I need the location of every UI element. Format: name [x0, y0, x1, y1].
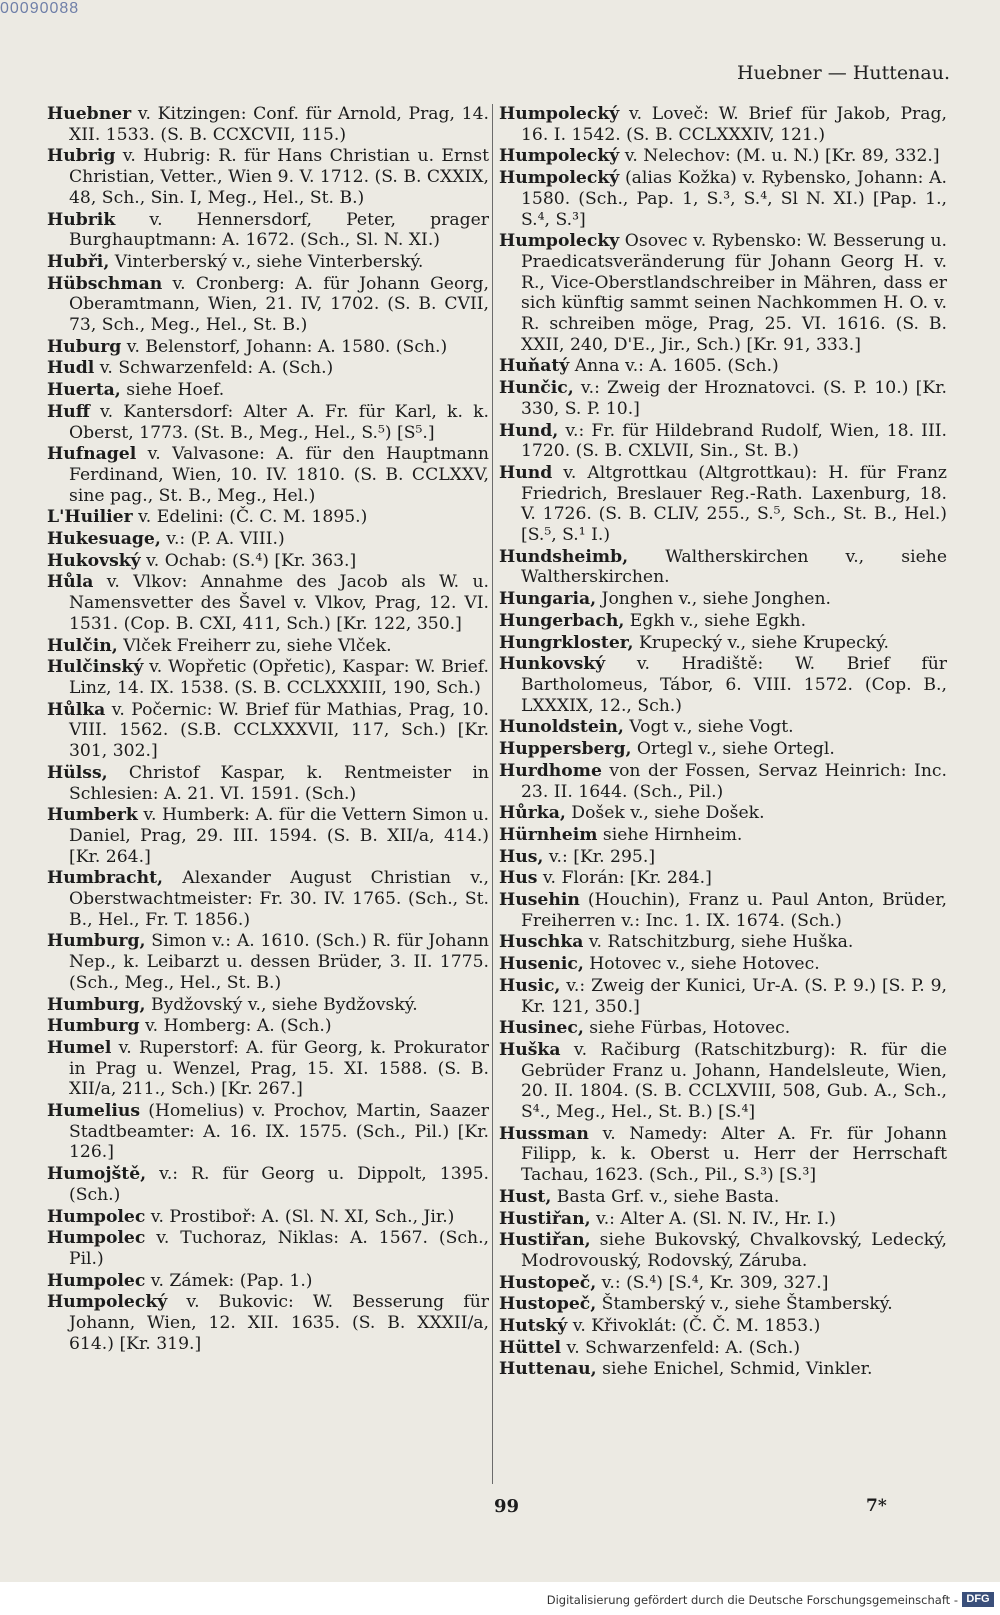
entry-text: Osovec v. Rybensko: W. Besserung u. Praedicatsveränderung für Johann Georg H. v. R., Vice-Oberstlandschreiber in Mähren, dass er sich künftig sammt seinen Nachkommen H. O. v. R. schreiben möge, Prag, 25. VI. 1616. (S. B. XXII, 240, D'E., Jir., Sch.) [Kr. 91, 333.]	[521, 231, 947, 355]
dictionary-entry	[499, 739, 947, 760]
dictionary-entry	[499, 654, 947, 716]
entry-text: Ortegl v., siehe Ortegl.	[631, 739, 835, 760]
dictionary-entry	[499, 932, 947, 953]
entry-headword: Hubři,	[47, 251, 110, 272]
dictionary-entry	[47, 700, 489, 762]
dictionary-entry	[499, 868, 947, 889]
entry-headword: Humpolecky	[499, 231, 620, 252]
entry-headword: Hüttel	[499, 1337, 562, 1358]
entry-headword: Humel	[47, 1037, 112, 1058]
entry-text: v. Belenstorf, Johann: A. 1580. (Sch.)	[121, 336, 448, 357]
entry-headword: Husic,	[499, 975, 561, 996]
entry-headword: Hunčic,	[499, 378, 574, 399]
entry-text: v. Ruperstorf: A. für Georg, k. Prokurator in Prag u. Wenzel, Prag, 15. XI. 1588. (S. B. XII/a, 211., Sch.) [Kr. 267.]	[69, 1037, 489, 1100]
dictionary-entry	[499, 717, 947, 738]
dictionary-entry	[499, 1359, 947, 1380]
entry-headword: Huňatý	[499, 356, 570, 377]
dictionary-entry	[499, 421, 947, 462]
entry-headword: Humburg,	[47, 994, 146, 1015]
scan-id-mark: 00090088	[0, 0, 80, 17]
entry-headword: Hůrka,	[499, 803, 566, 824]
entry-text: v. Loveč: W. Brief für Jakob, Prag, 16. I. 1542. (S. B. CCLXXXIV, 121.)	[521, 104, 947, 145]
entry-headword: Hustopeč,	[499, 1294, 597, 1315]
entry-headword: Hussman	[499, 1123, 589, 1144]
dictionary-entry	[47, 337, 489, 358]
entry-headword: Humpolecký	[499, 146, 620, 167]
entry-text: v. Křivoklát: (Č. Č. M. 1853.)	[567, 1316, 821, 1337]
dictionary-entry	[499, 1187, 947, 1208]
entry-text: (Homelius) v. Prochov, Martin, Saazer Stadtbeamter: A. 16. IX. 1575. (Sch., Pil.) [Kr. 126.]	[69, 1101, 489, 1163]
entry-text: v. Hradiště: W. Brief für Bartholomeus, Tábor, 6. VIII. 1572. (Cop. B., LXXXIX, 12., Sch.)	[521, 654, 947, 716]
dictionary-entry	[499, 1209, 947, 1230]
entry-headword: Huttenau,	[499, 1359, 597, 1380]
dictionary-entry	[499, 1124, 947, 1186]
entry-headword: Huff	[47, 401, 90, 422]
entry-headword: L'Huilier	[47, 507, 133, 528]
dictionary-entry	[47, 1271, 489, 1292]
entry-headword: Hungerbach,	[499, 610, 625, 631]
entry-text: Vlček Freiherr zu, siehe Vlček.	[117, 635, 392, 656]
entry-headword: Humburg,	[47, 931, 146, 952]
entry-text: Egkh v., siehe Egkh.	[624, 610, 807, 631]
dictionary-entry	[499, 825, 947, 846]
entry-text: Waltherskirchen v., siehe Waltherskirchen.	[521, 546, 947, 588]
dictionary-entry	[499, 589, 947, 610]
entry-headword: Humpolecký	[47, 1292, 168, 1313]
entry-text: v. Prostiboř: A. (Sl. N. XI, Sch., Jir.)	[145, 1206, 455, 1227]
entry-headword: Hustopeč,	[499, 1272, 597, 1293]
entry-text: v. Florán: [Kr. 284.]	[537, 868, 712, 889]
dictionary-entry	[47, 146, 489, 208]
entry-headword: Humpolec	[47, 1206, 146, 1227]
entry-headword: Humpolecký	[499, 104, 620, 124]
entry-headword: Hülss,	[47, 762, 108, 783]
dictionary-entry	[47, 380, 489, 401]
signature-mark: 7*	[866, 1496, 887, 1516]
dictionary-entry	[499, 633, 947, 654]
entry-headword: Humburg	[47, 1016, 140, 1037]
entry-text: Hotovec v., siehe Hotovec.	[583, 954, 820, 975]
entry-headword: Humpolec	[47, 1228, 146, 1249]
dictionary-entry	[47, 868, 489, 930]
dictionary-entry	[47, 572, 489, 634]
entry-headword: Hus,	[499, 846, 544, 867]
dictionary-entry	[47, 104, 489, 145]
entry-text: v. Cronberg: A. für Johann Georg, Oberamtmann, Wien, 21. IV, 1702. (S. B. CVII, 73, Sch., Meg., Hel., St. B.)	[69, 273, 489, 336]
dictionary-entry	[499, 378, 947, 419]
dictionary-entry	[47, 507, 489, 528]
dictionary-entry	[499, 104, 947, 145]
entry-headword: Humpolecký	[499, 168, 620, 189]
entry-text: v. Hennersdorf, Peter, prager Burghauptmann: A. 1672. (Sch., Sl. N. XI.)	[69, 209, 489, 251]
entry-headword: Husenic,	[499, 954, 584, 975]
dictionary-entry	[47, 1228, 489, 1269]
dictionary-entry	[47, 1038, 489, 1100]
entry-text: v. Vlkov: Annahme des Jacob als W. u. Namensvetter des Šavel v. Vlkov, Prag, 12. VI. 1531. (Cop. B. CXI, 411, Sch.) [Kr. 122, 350.]	[69, 572, 489, 634]
entry-headword: Hurdhome	[499, 760, 602, 781]
dictionary-entry	[499, 1040, 947, 1123]
footer-bar	[0, 1582, 1000, 1615]
entry-text: Anna v.: A. 1605. (Sch.)	[569, 356, 779, 377]
entry-text: v.: (S.⁴) [S.⁴, Kr. 309, 327.]	[596, 1272, 829, 1293]
dictionary-entry	[499, 168, 947, 230]
dictionary-entry	[47, 402, 489, 443]
left-column	[47, 104, 489, 1355]
entry-headword: Hungaria,	[499, 589, 597, 610]
entry-headword: Hutský	[499, 1316, 568, 1337]
dictionary-entry	[47, 444, 489, 506]
dictionary-entry	[47, 210, 489, 251]
entry-text: siehe Hoef.	[120, 380, 225, 401]
entry-headword: Hungrkloster,	[499, 632, 634, 653]
dictionary-entry	[47, 529, 489, 550]
entry-headword: Huebner	[47, 104, 132, 124]
dictionary-entry	[499, 847, 947, 868]
dictionary-entry	[47, 805, 489, 867]
entry-headword: Humojště,	[47, 1164, 147, 1185]
dictionary-entry	[47, 252, 489, 273]
dictionary-entry	[47, 995, 489, 1016]
entry-headword: Hürnheim	[499, 824, 598, 845]
entry-text: siehe Bukovský, Chvalkovský, Ledecký, Modrovouský, Rodovský, Záruba.	[521, 1230, 947, 1271]
entry-text: Vogt v., siehe Vogt.	[623, 717, 794, 738]
entry-text: v. Tuchoraz, Niklas: A. 1567. (Sch., Pil.)	[69, 1228, 489, 1269]
dictionary-entry	[47, 1101, 489, 1163]
entry-text: v. Bukovic: W. Besserung für Johann, Wien, 12. XII. 1635. (S. B. XXXII/a, 614.) [Kr. 319.]	[69, 1292, 489, 1354]
entry-headword: Huburg	[47, 336, 122, 357]
entry-text: v. Wopřetic (Opřetic), Kaspar: W. Brief. Linz, 14. IX. 1538. (S. B. CCLXXXIII, 190, Sch.)	[69, 657, 489, 698]
entry-text: v. Homberg: A. (Sch.)	[139, 1016, 332, 1037]
entry-headword: Huška	[499, 1039, 561, 1060]
entry-text: v. Račiburg (Ratschitzburg): R. für die Gebrüder Franz u. Johann, Handelsleute, Wien, 20. II. 1804. (S. B. CCLXVIII, 508, Gub. A., Sch., S⁴., Meg., Hel., St. B.) [S.⁴]	[521, 1039, 947, 1123]
entry-headword: Hunkovský	[499, 654, 606, 675]
entry-headword: Humelius	[47, 1101, 141, 1122]
entry-text: siehe Fürbas, Hotovec.	[583, 1018, 791, 1039]
footer-credit: Digitalisierung gefördert durch die Deutsche Forschungsgemeinschaft -	[546, 1593, 958, 1607]
entry-text: Štamberský v., siehe Štamberský.	[596, 1294, 893, 1315]
dictionary-entry	[47, 931, 489, 993]
entry-text: siehe Enichel, Schmid, Vinkler.	[596, 1359, 873, 1380]
dictionary-entry	[47, 551, 489, 572]
entry-headword: Hulčin,	[47, 635, 118, 656]
entry-text: v. Zámek: (Pap. 1.)	[145, 1270, 313, 1291]
running-head: Huebner — Huttenau.	[736, 62, 950, 84]
dictionary-entry	[499, 761, 947, 802]
entry-headword: Hustiřan,	[499, 1208, 591, 1229]
dictionary-entry	[499, 954, 947, 975]
entry-headword: Husehin	[499, 890, 580, 911]
dictionary-entry	[499, 1273, 947, 1294]
entry-headword: Hund	[499, 462, 553, 483]
dictionary-entry	[47, 636, 489, 657]
page-number: 99	[494, 1496, 520, 1517]
entry-text: siehe Hirnheim.	[597, 824, 743, 845]
entry-text: Alexander August Christian v., Oberstwachtmeister: Fr. 30. IV. 1765. (Sch., St. B., Hel., Fr. T. 1856.)	[69, 868, 489, 930]
entry-text: v. Edelini: (Č. C. M. 1895.)	[132, 507, 368, 528]
entry-headword: Hůla	[47, 572, 94, 593]
dictionary-entry	[499, 803, 947, 824]
dictionary-entry	[499, 1316, 947, 1337]
dictionary-entry	[499, 463, 947, 546]
entry-headword: Huerta,	[47, 380, 121, 401]
dictionary-entry	[499, 146, 947, 167]
entry-headword: Hübschman	[47, 273, 163, 294]
entry-headword: Hukovský	[47, 550, 141, 571]
entry-headword: Hůlka	[47, 699, 106, 720]
entry-text: (Houchin), Franz u. Paul Anton, Brüder, Freiherren v.: Inc. 1. IX. 1674. (Sch.)	[521, 890, 947, 931]
entry-headword: Huschka	[499, 932, 584, 953]
entry-text: v.: Fr. für Hildebrand Rudolf, Wien, 18. III. 1720. (S. B. CXLVII, Sin., St. B.)	[521, 420, 947, 462]
entry-headword: Husinec,	[499, 1018, 584, 1039]
entry-headword: Humpolec	[47, 1270, 146, 1291]
entry-text: v. Schwarzenfeld: A. (Sch.)	[94, 358, 334, 379]
entry-text: v. Altgrottkau (Altgrottkau): H. für Franz Friedrich, Breslauer Reg.-Rath. Laxenburg, 18. V. 1726. (S. B. CLIV, 255., S.⁵, Sch., St. B., Hel.) [S.⁵, S.¹ I.)	[521, 462, 947, 546]
entry-headword: Hunoldstein,	[499, 717, 624, 738]
entry-text: v. Nelechov: (M. u. N.) [Kr. 89, 332.]	[619, 146, 940, 167]
entry-headword: Hudl	[47, 358, 95, 379]
entry-text: v. Kitzingen: Conf. für Arnold, Prag, 14. XII. 1533. (S. B. CCXCVII, 115.)	[69, 104, 489, 145]
dictionary-entry	[499, 890, 947, 931]
entry-text: v.: Zweig der Kunici, Ur-A. (S. P. 9.) [S. P. 9, Kr. 121, 350.]	[521, 975, 947, 1017]
dictionary-entry	[47, 1207, 489, 1228]
entry-text: Basta Grf. v., siehe Basta.	[551, 1186, 780, 1207]
entry-text: Krupecký v., siehe Krupecký.	[633, 632, 890, 653]
entry-text: v. Počernic: W. Brief für Mathias, Prag, 10. VIII. 1562. (S.B. CCLXXXVII, 117, Sch.) [Kr. 301, 302.]	[69, 699, 489, 762]
entry-headword: Humbracht,	[47, 868, 164, 889]
dictionary-entry	[499, 231, 947, 355]
entry-headword: Hund,	[499, 420, 559, 441]
entry-text: v.: [Kr. 295.]	[543, 846, 656, 867]
entry-text: v.: Alter A. (Sl. N. IV., Hr. I.)	[590, 1208, 836, 1229]
dictionary-entry	[499, 547, 947, 588]
dictionary-entry	[499, 356, 947, 377]
entry-text: v. Valvasone: A. für den Hauptmann Ferdinand, Wien, 10. IV. 1810. (S. B. CCLXXV, sine pag., St. B., Meg., Hel.)	[69, 444, 489, 506]
entry-headword: Hust,	[499, 1186, 552, 1207]
entry-text: v.: (P. A. VIII.)	[160, 529, 285, 550]
dictionary-entry	[499, 1294, 947, 1315]
entry-text: (alias Kožka) v. Rybensko, Johann: A. 1580. (Sch., Pap. 1, S.³, S.⁴, Sl N. XI.) [Pap. 1., S.⁴, S.³]	[521, 168, 947, 230]
entry-text: v.: R. für Georg u. Dippolt, 1395. (Sch.)	[69, 1164, 489, 1205]
entry-text: v. Kantersdorf: Alter A. Fr. für Karl, k. k. Oberst, 1773. (St. B., Meg., Hel., S.⁵) [S⁵.]	[69, 401, 489, 443]
entry-text: Došek v., siehe Došek.	[565, 803, 765, 824]
entry-text: v. Schwarzenfeld: A. (Sch.)	[561, 1337, 801, 1358]
entry-text: v. Humberk: A. für die Vettern Simon u. Daniel, Prag, 29. III. 1594. (S. B. XII/a, 414.) [Kr. 264.]	[69, 805, 489, 867]
entry-headword: Hubrik	[47, 209, 116, 230]
dictionary-entry	[47, 358, 489, 379]
entry-text: v. Namedy: Alter A. Fr. für Johann Filipp, k. k. Oberst u. Herr der Herrschaft Tachau, 1623. (Sch., Pil., S.³) [S.³]	[521, 1123, 947, 1186]
entry-headword: Hukesuage,	[47, 529, 161, 550]
entry-headword: Huppersberg,	[499, 739, 632, 760]
entry-text: v. Hubrig: R. für Hans Christian u. Ernst Christian, Vetter., Wien 9. V. 1712. (S. B. CXXIX, 48, Sch., Sin. I, Meg., Hel., St. B.)	[69, 146, 489, 208]
entry-text: von der Fossen, Servaz Heinrich: Inc. 23. II. 1644. (Sch., Pil.)	[521, 760, 947, 802]
entry-text: v. Ratschitzburg, siehe Huška.	[583, 932, 854, 953]
dictionary-entry	[47, 1164, 489, 1205]
entry-text: Jonghen v., siehe Jonghen.	[596, 589, 831, 610]
dictionary-entry	[47, 763, 489, 804]
dictionary-entry	[47, 657, 489, 698]
column-divider	[492, 104, 493, 1484]
dictionary-entry	[499, 611, 947, 632]
dictionary-entry	[499, 1338, 947, 1359]
entry-headword: Humberk	[47, 805, 138, 826]
entry-headword: Hubrig	[47, 146, 116, 167]
entry-text: v.: Zweig der Hroznatovci. (S. P. 10.) [Kr. 330, S. P. 10.]	[521, 378, 947, 419]
dictionary-entry	[47, 274, 489, 336]
dictionary-entry	[499, 1018, 947, 1039]
entry-headword: Hulčinský	[47, 657, 144, 678]
entry-text: Vinterberský v., siehe Vinterberský.	[109, 251, 424, 272]
dictionary-entry	[47, 1016, 489, 1037]
dfg-logo: DFG	[962, 1592, 994, 1607]
entry-text: Simon v.: A. 1610. (Sch.) R. für Johann Nep., k. Leibarzt u. dessen Brüder, 3. II. 1775. (Sch., Meg., Hel., St. B.)	[69, 931, 489, 993]
entry-headword: Hundsheimb,	[499, 546, 629, 567]
dictionary-entry	[499, 1230, 947, 1271]
entry-headword: Hus	[499, 868, 538, 889]
dictionary-entry	[47, 1292, 489, 1354]
right-column	[499, 104, 947, 1381]
entry-text: Christof Kaspar, k. Rentmeister in Schlesien: A. 21. VI. 1591. (Sch.)	[69, 762, 489, 804]
dictionary-entry	[499, 976, 947, 1017]
entry-text: Bydžovský v., siehe Bydžovský.	[145, 994, 418, 1015]
entry-text: v. Ochab: (S.⁴) [Kr. 363.]	[140, 550, 357, 571]
entry-headword: Hustiřan,	[499, 1230, 591, 1251]
entry-headword: Hufnagel	[47, 444, 137, 465]
